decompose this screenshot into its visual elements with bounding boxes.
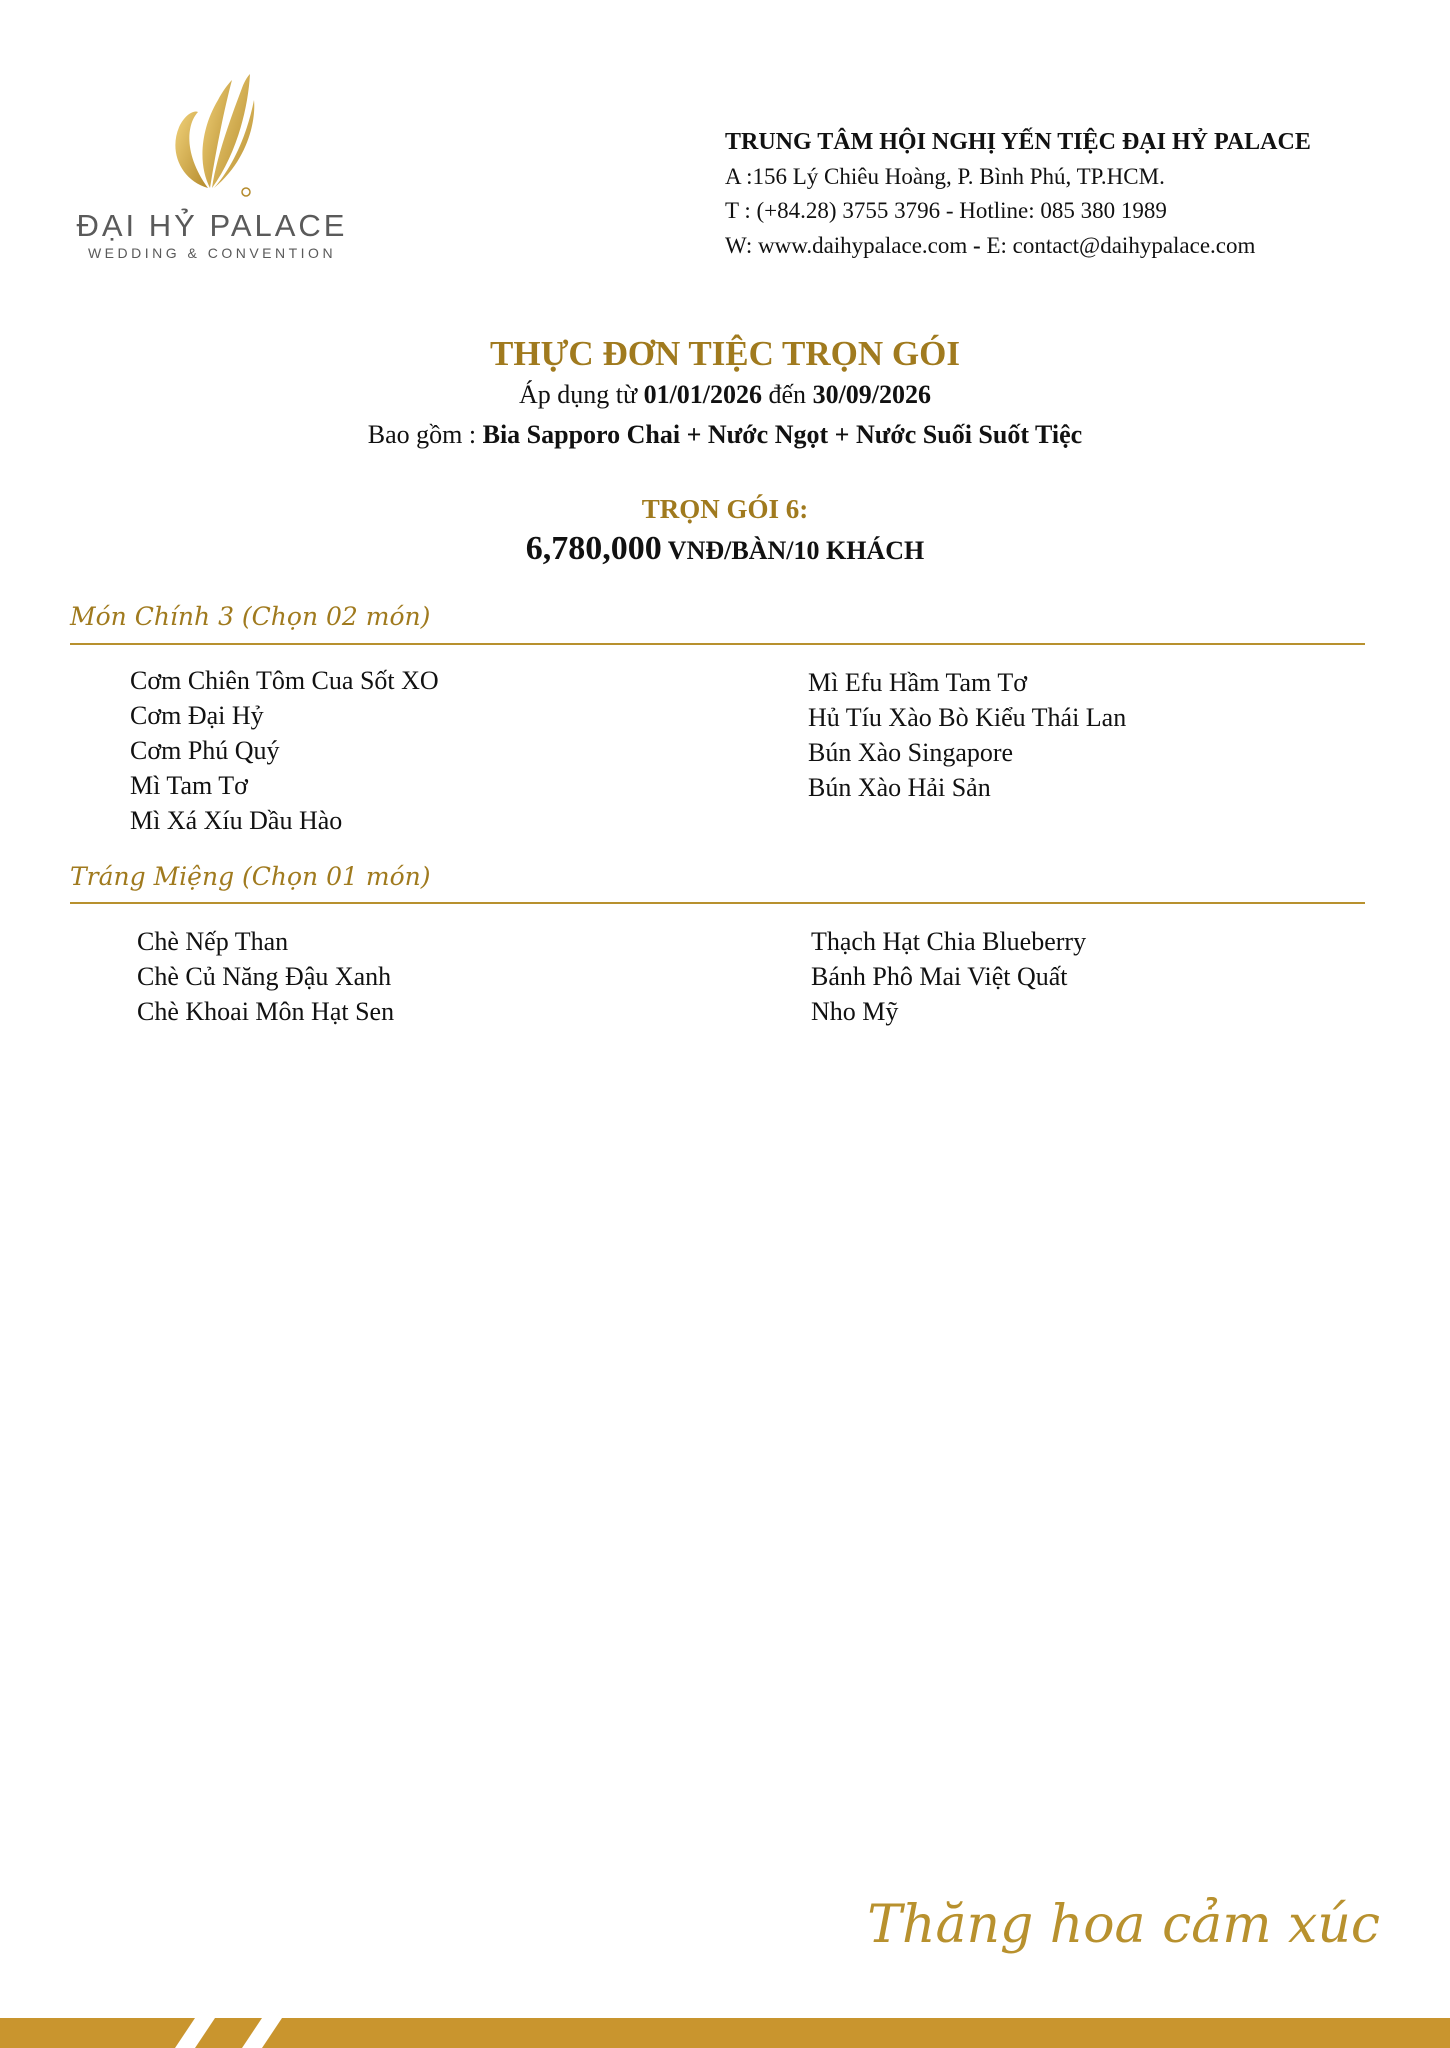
list-item: Chè Củ Năng Đậu Xanh — [137, 962, 392, 991]
section-title-main: Món Chính 3 (Chọn 02 món) — [70, 602, 431, 631]
desserts-left — [137, 924, 394, 1029]
list-item: Mì Efu Hầm Tam Tơ — [808, 668, 1027, 697]
contact-separator: - — [967, 232, 987, 258]
period-prefix: Áp dụng từ — [518, 380, 644, 409]
list-item: Cơm Phú Quý — [130, 736, 280, 765]
slogan: Thăng hoa cảm xúc — [867, 1895, 1380, 1955]
includes-items: Bia Sapporo Chai + Nước Ngọt + Nước Suối Suốt Tiệc — [482, 420, 1083, 449]
price-unit: VNĐ/BÀN/10 KHÁCH — [661, 536, 925, 565]
menu-period — [0, 380, 1450, 410]
main-dishes-right — [808, 665, 1126, 805]
list-item: Bún Xào Hải Sản — [808, 773, 991, 802]
list-item: Nho Mỹ — [811, 997, 899, 1026]
section-divider — [70, 643, 1365, 645]
list-item: Thạch Hạt Chia Blueberry — [811, 927, 1087, 956]
list-item: Mì Tam Tơ — [130, 771, 248, 800]
period-start: 01/01/2026 — [643, 380, 763, 409]
period-mid: đến — [762, 380, 813, 409]
logo-emblem-icon — [150, 70, 260, 200]
list-item: Cơm Chiên Tôm Cua Sốt XO — [130, 666, 439, 695]
section-title-dessert: Tráng Miệng (Chọn 01 món) — [70, 862, 431, 891]
company-phone: T : (+84.28) 3755 3796 - Hotline: 085 380 1989 — [725, 198, 1167, 223]
list-item: Bún Xào Singapore — [808, 738, 1014, 767]
email-link[interactable]: contact@daihypalace.com — [1012, 232, 1256, 258]
website-link[interactable]: www.daihypalace.com — [758, 232, 968, 258]
desserts-right — [811, 924, 1086, 1029]
email-label: E: — [986, 232, 1013, 258]
list-item: Cơm Đại Hỷ — [130, 701, 264, 730]
package-price — [0, 530, 1450, 568]
list-item: Chè Khoai Môn Hạt Sen — [137, 997, 395, 1026]
logo-name: ĐẠI HỶ PALACE — [76, 208, 348, 243]
period-end: 30/09/2026 — [812, 380, 932, 409]
main-dishes-left — [130, 663, 439, 838]
section-divider — [70, 902, 1365, 904]
menu-includes — [0, 420, 1450, 450]
includes-prefix: Bao gồm : — [367, 420, 483, 449]
company-info — [725, 125, 1425, 263]
brand-logo — [62, 70, 362, 270]
company-name: TRUNG TÂM HỘI NGHỊ YẾN TIỆC ĐẠI HỶ PALACE — [725, 129, 1311, 155]
footer-bar — [0, 2018, 1450, 2048]
list-item: Mì Xá Xíu Dầu Hào — [130, 806, 343, 835]
list-item: Chè Nếp Than — [137, 927, 289, 956]
company-address: A :156 Lý Chiêu Hoàng, P. Bình Phú, TP.HCM. — [725, 163, 1165, 189]
menu-title: THỰC ĐƠN TIỆC TRỌN GÓI — [490, 334, 960, 373]
price-amount: 6,780,000 — [525, 530, 662, 567]
logo-tagline: WEDDING & CONVENTION — [87, 245, 337, 261]
company-contacts — [725, 229, 1425, 264]
list-item: Hủ Tíu Xào Bò Kiểu Thái Lan — [808, 703, 1127, 732]
list-item: Bánh Phô Mai Việt Quất — [811, 962, 1068, 991]
web-label: W: — [725, 232, 758, 258]
package-name: TRỌN GÓI 6: — [641, 494, 809, 524]
